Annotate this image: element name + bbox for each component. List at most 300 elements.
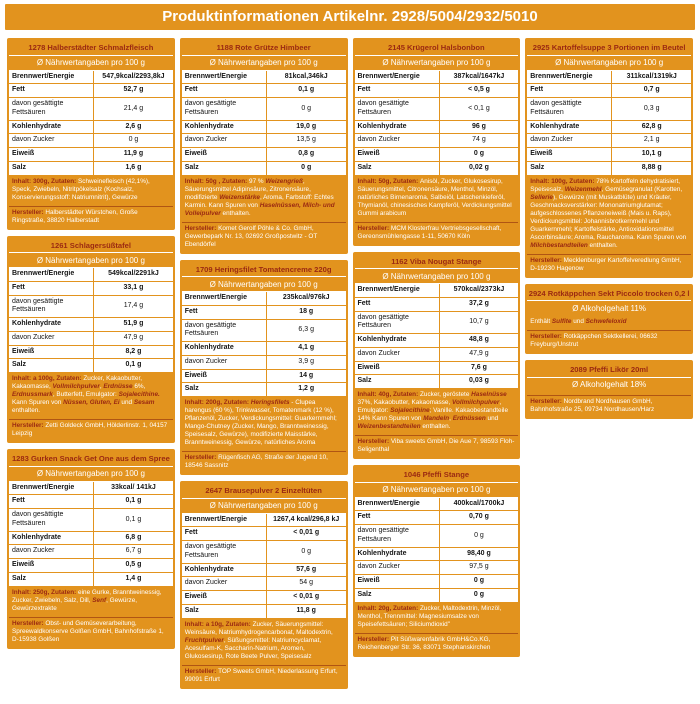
text-segment: ), Gewürze (mit Muskatblüte) und Kräuter, Geschmacksverstärker: Mononatriumglutamat; aufgeschlossenes Pflanzeneiweiß (Mais u. Raps), Verdickungsmittel: Johannisbrotkernmehl und Guarkernmehl; Kartoffelstärke, Antioxidationsmittel Ascorbinsäure; Aroma, Raucharoma. Kann Spuren von bbox=[530, 193, 687, 241]
nutrient-value: 549kcal/2291kJ bbox=[108, 270, 159, 278]
product-title: 1709 Heringsfilet Tomatencreme 220g bbox=[182, 262, 346, 278]
nutrient-value: 6,8 g bbox=[125, 533, 142, 541]
column-2 bbox=[180, 38, 348, 689]
text-segment: Sesam bbox=[133, 399, 155, 406]
nutrient-label: davon gesättigte Fettsäuren bbox=[9, 509, 94, 531]
nutrition-row bbox=[355, 312, 519, 335]
nutrient-value: < 0,01 g bbox=[293, 593, 320, 601]
nutrient-label: Eiweiß bbox=[355, 575, 440, 588]
text-segment: , Säuerungsmittel Adipinsäure, Zitronensäure, modifizierte bbox=[184, 177, 311, 201]
text-segment: Haselnüssen, Milch- und Volleipulver bbox=[184, 201, 335, 217]
text-segment: Zucker, Kakaobutter, Kakaomasse, bbox=[12, 375, 142, 390]
text-segment: Pit Süßwarenfabrik GmbH&Co.KG, Reichenberger Str. 36, 83071 Stephanskirchen bbox=[357, 635, 491, 651]
product-title: 1278 Halberstädter Schmalzfleisch bbox=[9, 40, 173, 56]
nutrient-label: Kohlenhydrate bbox=[182, 342, 267, 355]
nutrient-value: 0 g bbox=[473, 577, 484, 585]
nutrient-value: 17,4 g bbox=[123, 302, 144, 310]
text-segment: , Butterfett, Emulgator: bbox=[52, 391, 119, 398]
nutrient-value: 96 g bbox=[471, 122, 486, 130]
text-segment: Zetti Goldeck GmbH, Hölderlinstr. 1, 04157 Leipzig bbox=[12, 422, 168, 437]
nutrient-label: davon Zucker bbox=[9, 332, 94, 345]
nutrient-label: davon Zucker bbox=[9, 545, 94, 558]
nutrition-row bbox=[182, 577, 346, 591]
text-segment: Inhalt: 200g, Zutaten: bbox=[184, 399, 251, 406]
nutrient-value: 0 g bbox=[473, 150, 484, 158]
card-subtitle: Ø Nährwertangaben pro 100 g bbox=[182, 499, 346, 513]
text-segment: Hersteller: bbox=[184, 667, 219, 675]
nutrient-label: Kohlenhydrate bbox=[527, 121, 612, 134]
nutrient-label: Brennwert/Energie bbox=[182, 292, 267, 305]
nutrition-row bbox=[9, 359, 173, 372]
nutrient-value: 3,9 g bbox=[298, 357, 314, 365]
nutrient-label: Eiweiß bbox=[9, 559, 94, 572]
nutrient-value: 1267,4 kcal/296,8 kJ bbox=[273, 515, 340, 523]
nutrient-label: davon Zucker bbox=[182, 577, 267, 590]
nutrient-value: 0,1 g bbox=[125, 515, 142, 523]
nutrition-row bbox=[355, 84, 519, 98]
nutrition-row bbox=[182, 564, 346, 578]
nutrient-value: 0,1 g bbox=[125, 361, 142, 369]
nutrient-label: Salz bbox=[182, 605, 267, 618]
nutrition-row bbox=[355, 589, 519, 602]
nutrient-value: 0,1 g bbox=[125, 497, 142, 505]
nutrition-row bbox=[182, 134, 346, 148]
nutrient-label: Fett bbox=[182, 527, 267, 540]
nutrient-label: Fett bbox=[182, 84, 267, 97]
card-subtitle: Ø Nährwertangaben pro 100 g bbox=[182, 56, 346, 70]
product-card bbox=[353, 38, 521, 246]
nutrition-row bbox=[355, 348, 519, 362]
text-segment: Hersteller: bbox=[530, 333, 564, 340]
zutaten-text bbox=[355, 176, 519, 220]
product-card bbox=[525, 360, 693, 419]
nutrient-value: 74 g bbox=[472, 136, 486, 144]
nutrition-row bbox=[355, 561, 519, 575]
nutrition-row bbox=[9, 84, 173, 98]
nutrient-value: 0,02 g bbox=[469, 163, 489, 171]
hersteller-text bbox=[9, 617, 173, 647]
card-subtitle: Ø Nährwertangaben pro 100 g bbox=[527, 56, 691, 70]
text-segment: und bbox=[485, 415, 499, 422]
nutrient-value: 0,03 g bbox=[469, 377, 489, 385]
nutrient-value: 1,2 g bbox=[298, 385, 315, 393]
nutrition-row bbox=[355, 575, 519, 589]
product-card bbox=[7, 449, 175, 649]
nutrition-row bbox=[527, 134, 691, 148]
nutrition-row bbox=[9, 573, 173, 586]
nutrition-row bbox=[182, 356, 346, 370]
nutrient-label: Fett bbox=[9, 495, 94, 508]
nutrient-value: 47,9 g bbox=[469, 349, 489, 357]
nutrient-value: 13,5 g bbox=[296, 136, 316, 144]
text-segment: und bbox=[119, 399, 134, 406]
text-segment: Fruchtpulver bbox=[184, 636, 224, 644]
nutrient-label: Eiweiß bbox=[527, 148, 612, 161]
nutrition-row bbox=[9, 318, 173, 332]
nutrition-row bbox=[9, 332, 173, 346]
text-segment: Mandeln bbox=[423, 415, 450, 422]
nutrient-label: Salz bbox=[355, 162, 440, 175]
nutrient-value: 8,2 g bbox=[125, 347, 142, 355]
nutrient-value: 0 g bbox=[301, 547, 312, 555]
ingredients-block bbox=[182, 396, 346, 473]
nutrition-row bbox=[182, 292, 346, 306]
product-card bbox=[180, 260, 348, 476]
nutrient-value: 14 g bbox=[299, 371, 314, 379]
text-segment: Nüssen, Gluten, Ei bbox=[63, 399, 120, 406]
nutrient-label: Fett bbox=[9, 84, 94, 97]
nutrition-row bbox=[182, 370, 346, 384]
nutrition-row bbox=[355, 284, 519, 298]
nutrient-label: Fett bbox=[355, 298, 440, 311]
hersteller-text bbox=[527, 330, 691, 352]
nutrition-row bbox=[9, 296, 173, 319]
nutrition-table bbox=[9, 70, 173, 175]
nutrition-row bbox=[9, 282, 173, 296]
nutrient-label: Brennwert/Energie bbox=[182, 71, 267, 84]
nutrient-value: 57,6 g bbox=[296, 565, 317, 573]
nutrient-label: Salz bbox=[355, 589, 440, 602]
nutrition-row bbox=[9, 532, 173, 546]
nutrition-row bbox=[9, 134, 173, 148]
nutrition-row bbox=[355, 71, 519, 85]
text-segment: Vollmilchpulver bbox=[452, 399, 500, 406]
text-segment: , bbox=[99, 383, 104, 390]
text-segment: , Süßungsmittel: Natriumcyclamat, Acesulfam-K, Saccharin-Natrium, Aromen, Glukosesirup, Rote Beete Pulver, Speisesalz bbox=[184, 636, 322, 660]
nutrient-value: 7,6 g bbox=[470, 363, 487, 371]
product-title: 1283 Gurken Snack Get One aus dem Spree bbox=[9, 451, 173, 467]
text-segment: - Clupea harengus (60 %), Trinkwasser, Tomatenmark (12 %), Pflanzenöl, Zucker, Verdickungsmittel: Guarkernmehl; Mango-Chutney (Zucker, Mango, Branntweinessig, Speisesalz, Gewürze), modifizierte Maisstärke, Branntweinessig, Gewürze, natürliches Aroma bbox=[184, 399, 337, 446]
nutrient-value: 0 g bbox=[128, 136, 139, 144]
text-segment: 97 % bbox=[249, 177, 266, 185]
column-1 bbox=[7, 38, 175, 649]
nutrient-value: 10,1 g bbox=[641, 150, 662, 158]
nutrition-table bbox=[182, 291, 346, 396]
column-4 bbox=[525, 38, 693, 419]
nutrient-value: 0,7 g bbox=[643, 86, 660, 94]
product-title: 1188 Rote Grütze Himbeer bbox=[182, 40, 346, 56]
text-segment: Inhalt: 20g, Zutaten: bbox=[357, 604, 420, 612]
text-segment: enthalten. bbox=[220, 209, 251, 217]
nutrition-row bbox=[355, 525, 519, 548]
nutrition-row bbox=[355, 121, 519, 135]
hersteller-text bbox=[355, 633, 519, 655]
nutrient-label: Brennwert/Energie bbox=[527, 71, 612, 84]
nutrition-row bbox=[355, 98, 519, 121]
nutrient-label: Kohlenhydrate bbox=[182, 564, 267, 577]
ingredients-block bbox=[182, 175, 346, 252]
nutrient-label: Brennwert/Energie bbox=[9, 482, 94, 495]
nutrient-label: davon gesättigte Fettsäuren bbox=[355, 312, 440, 334]
nutrition-row bbox=[182, 591, 346, 605]
text-segment: 6%, bbox=[132, 383, 146, 390]
nutrient-label: Brennwert/Energie bbox=[355, 284, 440, 297]
nutrient-label: Fett bbox=[9, 282, 94, 295]
nutrition-row bbox=[355, 134, 519, 148]
nutrition-row bbox=[9, 495, 173, 509]
nutrient-value: 47,9 g bbox=[123, 333, 144, 341]
text-segment: Hersteller: bbox=[530, 256, 564, 264]
product-title: 1162 Viba Nougat Stange bbox=[355, 254, 519, 270]
text-segment: Weizenmehl bbox=[564, 185, 602, 193]
nutrition-row bbox=[9, 162, 173, 175]
nutrition-row bbox=[355, 498, 519, 512]
text-segment: Inhalt: a 100g, Zutaten: bbox=[12, 375, 84, 382]
nutrition-row bbox=[355, 334, 519, 348]
text-segment: Kann Spuren von bbox=[12, 399, 64, 406]
nutrition-row bbox=[182, 162, 346, 175]
nutrition-row bbox=[182, 84, 346, 98]
nutrient-value: 0,1 g bbox=[298, 86, 315, 94]
ingredients-block bbox=[9, 372, 173, 441]
nutrient-value: 98,40 g bbox=[467, 549, 491, 557]
nutrient-value: 400kcal/1700kJ bbox=[453, 499, 505, 507]
hersteller-text bbox=[9, 419, 173, 441]
nutrient-label: Salz bbox=[9, 162, 94, 175]
text-segment: eine Gurke, Branntweinessig, Zucker, Zwiebeln, Salz, Dill, bbox=[12, 588, 162, 604]
nutrient-value: 0,3 g bbox=[643, 104, 660, 112]
hersteller-text bbox=[355, 435, 519, 457]
text-segment: Inhalt: 50g , Zutaten: bbox=[184, 177, 250, 185]
nutrient-label: davon Zucker bbox=[355, 561, 440, 574]
nutrient-value: 8,88 g bbox=[641, 163, 662, 171]
nutrition-table bbox=[355, 497, 519, 602]
text-segment: Hersteller: bbox=[184, 224, 219, 232]
card-subtitle: Ø Nährwertangaben pro 100 g bbox=[355, 483, 519, 497]
text-segment: Nordbrand Nordhausen GmbH, Bahnhofstraße 25, 09734 Nordhausen/Harz bbox=[530, 397, 655, 413]
nutrition-table bbox=[355, 70, 519, 175]
text-segment: , bbox=[449, 415, 453, 422]
nutrient-value: 2,6 g bbox=[125, 122, 142, 130]
nutrition-row bbox=[527, 148, 691, 162]
nutrient-label: Kohlenhydrate bbox=[355, 121, 440, 134]
nutrient-label: Salz bbox=[527, 162, 612, 175]
nutrient-value: 4,1 g bbox=[298, 344, 315, 352]
text-segment: Haselnüsse bbox=[471, 391, 507, 398]
nutrient-value: 0 g bbox=[474, 531, 484, 539]
nutrition-row bbox=[182, 605, 346, 618]
nutrient-value: 1,4 g bbox=[125, 574, 142, 582]
nutrient-label: Salz bbox=[182, 383, 267, 396]
text-segment: Schweinefleisch (42,1%), Speck, Zwiebeln, Nitritpökelsalz (Kochsalz, Konservierungsstoff: Natriumnitrit), Gewürze bbox=[12, 177, 150, 201]
product-title: 2924 Rotkäppchen Sekt Piccolo trocken 0,2 l bbox=[527, 286, 691, 302]
nutrition-row bbox=[182, 342, 346, 356]
nutrition-row bbox=[182, 121, 346, 135]
nutrient-label: davon gesättigte Fettsäuren bbox=[527, 98, 612, 120]
text-segment: Komet Gerolf Pöhle & Co. GmbH, Gewerbepark Nr. 13, 02692 Großpostwitz - OT Ebendörfel bbox=[184, 224, 318, 248]
nutrient-value: 0 g bbox=[301, 104, 312, 112]
nutrient-label: Eiweiß bbox=[355, 362, 440, 375]
product-card bbox=[353, 465, 521, 657]
card-subtitle: Ø Nährwertangaben pro 100 g bbox=[9, 56, 173, 70]
nutrition-row bbox=[355, 148, 519, 162]
nutrient-label: Salz bbox=[355, 375, 440, 388]
nutrient-label: Eiweiß bbox=[9, 148, 94, 161]
text-segment: Weizenbestandteilen bbox=[357, 423, 421, 430]
nutrient-value: 311kcal/1319kJ bbox=[626, 72, 677, 80]
nutrient-label: davon Zucker bbox=[182, 134, 267, 147]
nutrient-value: 62,8 g bbox=[641, 122, 662, 130]
text-segment: enthalten. bbox=[12, 407, 41, 414]
text-segment: Inhalt: 300g, Zutaten: bbox=[12, 177, 79, 185]
product-card bbox=[180, 481, 348, 689]
text-segment: Milchbestandteilen bbox=[530, 241, 588, 249]
card-subtitle: Ø Nährwertangaben pro 100 g bbox=[9, 467, 173, 481]
page bbox=[0, 4, 700, 704]
nutrient-label: Fett bbox=[355, 511, 440, 524]
nutrition-table bbox=[9, 481, 173, 586]
nutrient-value: 6,3 g bbox=[298, 326, 314, 334]
nutrition-row bbox=[182, 383, 346, 396]
hersteller-text bbox=[527, 254, 691, 276]
nutrient-value: 19,0 g bbox=[296, 122, 317, 130]
ingredients-block bbox=[9, 586, 173, 647]
text-segment: Senf bbox=[92, 596, 107, 604]
nutrient-label: davon Zucker bbox=[527, 134, 612, 147]
text-segment: Inhalt: a 10g, Zutaten: bbox=[184, 620, 253, 628]
nutrient-label: Fett bbox=[527, 84, 612, 97]
hersteller-text bbox=[9, 206, 173, 228]
nutrition-row bbox=[182, 148, 346, 162]
nutrient-label: davon gesättigte Fettsäuren bbox=[182, 98, 267, 120]
product-card bbox=[180, 38, 348, 254]
nutrient-value: 97,5 g bbox=[469, 563, 489, 571]
text-segment: Erdnüssen bbox=[452, 415, 486, 422]
nutrient-label: Brennwert/Energie bbox=[355, 71, 440, 84]
nutrient-label: Brennwert/Energie bbox=[9, 268, 94, 281]
nutrition-row bbox=[182, 71, 346, 85]
nutrition-row bbox=[527, 121, 691, 135]
nutrient-label: davon gesättigte Fettsäuren bbox=[9, 98, 94, 120]
product-card bbox=[7, 38, 175, 230]
nutrient-label: davon Zucker bbox=[355, 134, 440, 147]
nutrient-value: 33,1 g bbox=[123, 283, 144, 291]
nutrient-value: 0,70 g bbox=[469, 513, 489, 521]
nutrition-table bbox=[527, 70, 691, 175]
text-segment: Hersteller: bbox=[12, 619, 46, 627]
product-card bbox=[353, 252, 521, 460]
nutrient-label: Eiweiß bbox=[9, 346, 94, 359]
text-segment: , Aroma, Farbstoff: Echtes Karmin. Kann Spuren von bbox=[184, 193, 334, 209]
text-segment: TOP Sweets GmbH, Niederlassung Erfurt, 99091 Erfurt bbox=[184, 667, 338, 683]
card-subtitle: Ø Alkoholgehalt 18% bbox=[527, 378, 691, 392]
ingredients-block bbox=[527, 175, 691, 276]
nutrition-row bbox=[9, 559, 173, 573]
nutrient-label: davon Zucker bbox=[9, 134, 94, 147]
nutrition-row bbox=[355, 162, 519, 175]
nutrition-row bbox=[527, 162, 691, 175]
ingredients-block bbox=[527, 315, 691, 352]
text-segment: MCM Klosterfrau Vertriebsgesellschaft, Gereonsmühlengasse 1-11, 50670 Köln bbox=[357, 224, 502, 240]
nutrient-value: 6,7 g bbox=[125, 547, 142, 555]
zutaten-text bbox=[9, 176, 173, 204]
nutrient-label: davon gesättigte Fettsäuren bbox=[355, 98, 440, 120]
nutrition-row bbox=[355, 511, 519, 525]
nutrition-row bbox=[9, 509, 173, 532]
nutrient-label: davon gesättigte Fettsäuren bbox=[9, 296, 94, 318]
text-segment: Hersteller: bbox=[12, 208, 46, 216]
text-segment: 78% Kartoffeln dehydratisiert, Speisesalz, bbox=[530, 177, 681, 193]
ingredients-block bbox=[527, 392, 691, 417]
text-segment: Rügenfisch AG, Straße der Jugend 10, 18546 Sassnitz bbox=[184, 454, 328, 469]
nutrition-row bbox=[182, 541, 346, 564]
nutrient-value: 81kcal,346kJ bbox=[284, 72, 328, 80]
nutrition-row bbox=[9, 71, 173, 85]
nutrition-table bbox=[355, 283, 519, 388]
nutrient-label: Kohlenhydrate bbox=[182, 121, 267, 134]
nutrient-label: Kohlenhydrate bbox=[355, 548, 440, 561]
zutaten-text bbox=[527, 316, 691, 328]
nutrition-row bbox=[355, 375, 519, 388]
text-segment: ; Vanille. Kakaobestandteile 14% Kann Spuren von bbox=[357, 407, 509, 422]
nutrient-label: Eiweiß bbox=[182, 148, 267, 161]
text-segment: Zucker, Säuerungsmittel: Weinsäure, Natriumhydrogencarbonat, Maltodextrin, bbox=[184, 620, 333, 636]
nutrient-label: Brennwert/Energie bbox=[355, 498, 440, 511]
text-segment: enthalten. bbox=[420, 423, 451, 430]
text-segment: Hersteller: bbox=[357, 438, 391, 445]
text-segment: Hersteller: bbox=[357, 224, 391, 232]
text-segment: Sellerie bbox=[530, 193, 553, 201]
card-subtitle: Ø Nährwertangaben pro 100 g bbox=[9, 253, 173, 267]
text-segment: Schwefeloxid bbox=[585, 318, 627, 325]
nutrition-row bbox=[9, 268, 173, 282]
nutrient-label: davon Zucker bbox=[355, 348, 440, 361]
nutrient-value: 10,7 g bbox=[469, 318, 489, 326]
nutrition-row bbox=[9, 545, 173, 559]
nutrient-label: Kohlenhydrate bbox=[9, 121, 94, 134]
nutrition-row bbox=[355, 298, 519, 312]
text-segment: Vollmilchpulver bbox=[52, 383, 100, 390]
ingredients-block bbox=[182, 618, 346, 687]
nutrient-value: 21,4 g bbox=[123, 104, 144, 112]
text-segment: Sulfite bbox=[551, 318, 572, 325]
nutrient-label: Salz bbox=[9, 573, 94, 586]
column-3 bbox=[353, 38, 521, 657]
card-subtitle: Ø Nährwertangaben pro 100 g bbox=[182, 277, 346, 291]
ingredients-block bbox=[9, 175, 173, 228]
text-segment: Viba sweets GmbH, Die Aue 7, 98593 Floh-Seligenthal bbox=[357, 438, 515, 453]
product-card bbox=[525, 284, 693, 355]
text-segment: 37%, Kakaobutter, Kakaomasse, bbox=[357, 399, 452, 406]
hersteller-text bbox=[182, 222, 346, 252]
nutrition-table bbox=[182, 70, 346, 175]
card-subtitle: Ø Nährwertangaben pro 100 g bbox=[355, 56, 519, 70]
nutrient-label: Fett bbox=[355, 84, 440, 97]
nutrient-value: 0,5 g bbox=[125, 561, 142, 569]
nutrition-row bbox=[9, 346, 173, 360]
text-segment: Zucker, geröstete bbox=[420, 391, 472, 398]
nutrient-value: 51,9 g bbox=[123, 320, 144, 328]
nutrient-label: Fett bbox=[182, 306, 267, 319]
nutrient-value: 547,9kcal/2293,8kJ bbox=[102, 72, 165, 80]
text-segment: Heringsfilets bbox=[250, 399, 290, 406]
nutrient-label: Eiweiß bbox=[182, 591, 267, 604]
nutrition-row bbox=[527, 98, 691, 121]
ingredients-block bbox=[355, 175, 519, 244]
text-segment: Zucker, Maltodextrin, Minzöl, Menthol, Trennmittel: Magnesiumsalze von Speisefettsäuren; Siliciumdioxid" bbox=[357, 604, 502, 628]
text-segment: Mecklenburger Kartoffelveredlung GmbH, D-19230 Hagenow bbox=[530, 256, 682, 272]
nutrient-value: < 0,1 g bbox=[468, 104, 490, 112]
zutaten-text bbox=[182, 397, 346, 449]
nutrition-row bbox=[9, 121, 173, 135]
text-segment: Obst- und Gemüseverarbeitung, Spreewaldkonserve Golßen GmbH, Bahnhofstraße 1, D-15938 Golßen bbox=[12, 619, 164, 643]
nutrient-value: 0 g bbox=[301, 163, 312, 171]
text-segment: und bbox=[571, 318, 586, 325]
nutrient-value: < 0,01 g bbox=[293, 529, 320, 537]
product-title: 2089 Pfeffi Likör 20ml bbox=[527, 362, 691, 378]
product-title: 2145 Krügerol Halsbonbon bbox=[355, 40, 519, 56]
nutrient-value: 52,7 g bbox=[123, 86, 144, 94]
